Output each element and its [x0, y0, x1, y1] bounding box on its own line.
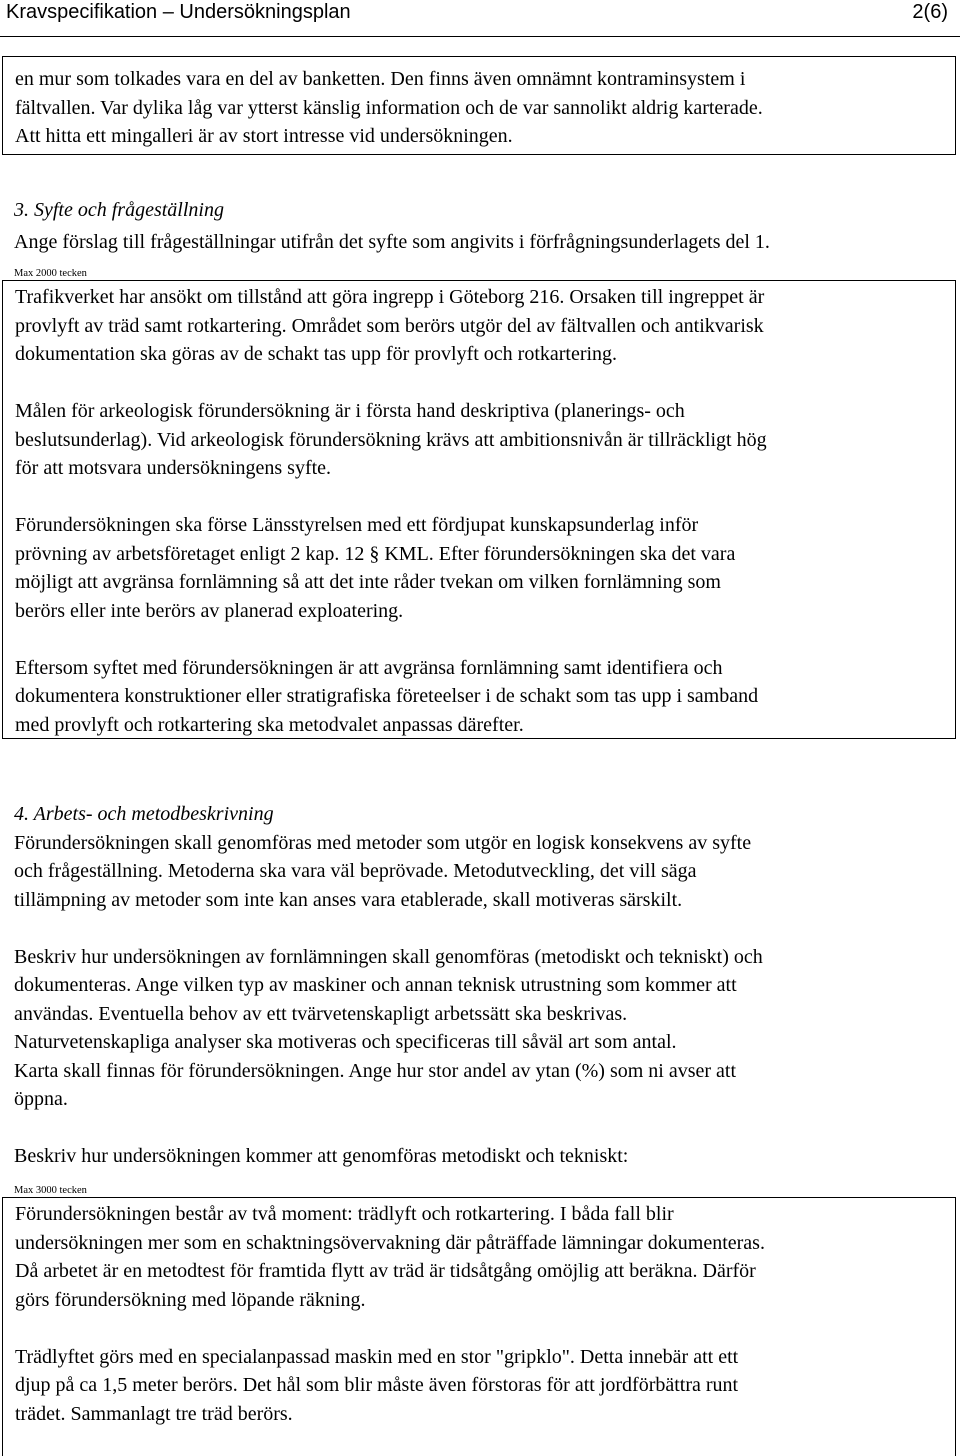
- text-line: Karta skall finnas för förundersökningen. Ange hur stor andel av ytan (%) som ni avser att: [14, 1059, 737, 1082]
- section-4: [14, 800, 954, 1171]
- text-line: Beskriv hur undersökningen av fornlämningen skall genomföras (metodiskt och tekniskt) och: [14, 945, 763, 968]
- max-chars-label-3: Max 2000 tecken: [14, 268, 87, 279]
- section-4-question: Beskriv hur undersökningen kommer att genomföras metodiskt och tekniskt:: [14, 1145, 629, 1167]
- page-header: [0, 0, 960, 37]
- section-3-header: [14, 196, 954, 256]
- text-line: Trafikverket har ansökt om tillstånd att göra ingrepp i Göteborg 216. Orsaken till ingreppet är: [15, 286, 765, 308]
- text-line: användas. Eventuella behov av ett tvärvetenskapligt arbetssätt ska beskrivas.: [14, 1002, 628, 1025]
- text-line: möjligt att avgränsa fornlämning så att det inte råder tvekan om vilken fornlämning som: [15, 571, 721, 593]
- text-line: Förundersökningen består av två moment: trädlyft och rotkartering. I båda fall blir: [15, 1203, 674, 1225]
- text-line: provlyft av träd samt rotkartering. Området som berörs utgör del av fältvallen och antikvarisk: [15, 314, 764, 337]
- text-line: Förundersökningen ska förse Länsstyrelsen med ett fördjupat kunskapsunderlag inför: [15, 514, 699, 536]
- max-chars-label-4: Max 3000 tecken: [14, 1185, 87, 1196]
- text-line: Naturvetenskapliga analyser ska motiveras och specificeras till såväl art som antal.: [14, 1031, 677, 1053]
- text-line: tillämpning av metoder som inte kan anses vara etablerade, skall motiveras särskilt.: [14, 888, 683, 911]
- text-line: Trädlyftet görs med en specialanpassad maskin med en stor "gripklo". Detta innebär att ett: [15, 1345, 739, 1368]
- section-3-answer-box: [2, 280, 956, 739]
- text-line: beslutsunderlag). Vid arkeologisk förundersökning krävs att ambitionsnivån är tillräckligt hög: [15, 428, 767, 451]
- section-3-heading: 3. Syfte och frågeställning: [14, 199, 224, 221]
- text-line: med provlyft och rotkartering ska metodvalet anpassas därefter.: [15, 713, 524, 736]
- previous-text: [15, 65, 955, 151]
- text-line: och frågeställning. Metoderna ska vara väl beprövade. Metodutveckling, det vill säga: [14, 860, 697, 882]
- text-line: prövning av arbetsföretaget enligt 2 kap. 12 § KML. Efter förundersökningen ska det vara: [15, 542, 736, 565]
- section-3-intro: Ange förslag till frågeställningar utifrån det syfte som angivits i förfrågningsunderlagets del 1.: [14, 230, 770, 253]
- text-line: öppna.: [14, 1088, 68, 1110]
- text-line: dokumentation ska göras av de schakt tas upp för provlyft och rotkartering.: [15, 343, 618, 365]
- text-line: undersökningen mer som en schaktningsövervakning där påträffade lämningar dokumenteras.: [15, 1231, 765, 1254]
- section-4-answer-box: [2, 1197, 956, 1456]
- text-line: trädet. Sammanlagt tre träd berörs.: [15, 1402, 293, 1425]
- text-line: dokumentera konstruktioner eller stratigrafiska företeelser i de schakt som tas upp i samband: [15, 685, 759, 707]
- text-line: Då arbetet är en metodtest för framtida flytt av träd är tidsåtgång omöjlig att beräkna. Därför: [15, 1260, 756, 1282]
- text-line: dokumenteras. Ange vilken typ av maskiner och annan teknisk utrustning som kommer att: [14, 974, 737, 996]
- text-line: berörs eller inte berörs av planerad exploatering.: [15, 599, 404, 622]
- section-4-heading: 4. Arbets- och metodbeskrivning: [14, 803, 274, 825]
- text-line: Att hitta ett mingalleri är av stort intresse vid undersökningen.: [15, 125, 513, 147]
- document-title: Kravspecifikation – Undersökningsplan: [6, 1, 351, 23]
- page-number: 2(6): [912, 1, 948, 23]
- text-box-previous: [2, 56, 956, 155]
- text-line: en mur som tolkades vara en del av banketten. Den finns även omnämnt kontraminsystem i: [15, 68, 746, 90]
- text-line: fältvallen. Var dylika låg var ytterst känslig information och de var sannolikt aldrig karterade.: [15, 96, 763, 119]
- text-line: Målen för arkeologisk förundersökning är i första hand deskriptiva (planerings- och: [15, 400, 685, 422]
- text-line: Eftersom syftet med förundersökningen är att avgränsa fornlämning samt identifiera och: [15, 656, 723, 679]
- text-line: görs förundersökning med löpande räkning.: [15, 1288, 366, 1311]
- text-line: djup på ca 1,5 meter berörs. Det hål som blir måste även förstoras för att jordförbättra runt: [15, 1374, 739, 1396]
- text-line: Förundersökningen skall genomföras med metoder som utgör en logisk konsekvens av syfte: [14, 831, 752, 854]
- section-3-answer: [15, 283, 955, 739]
- section-4-answer: [15, 1200, 955, 1428]
- text-line: för att motsvara undersökningens syfte.: [15, 457, 332, 479]
